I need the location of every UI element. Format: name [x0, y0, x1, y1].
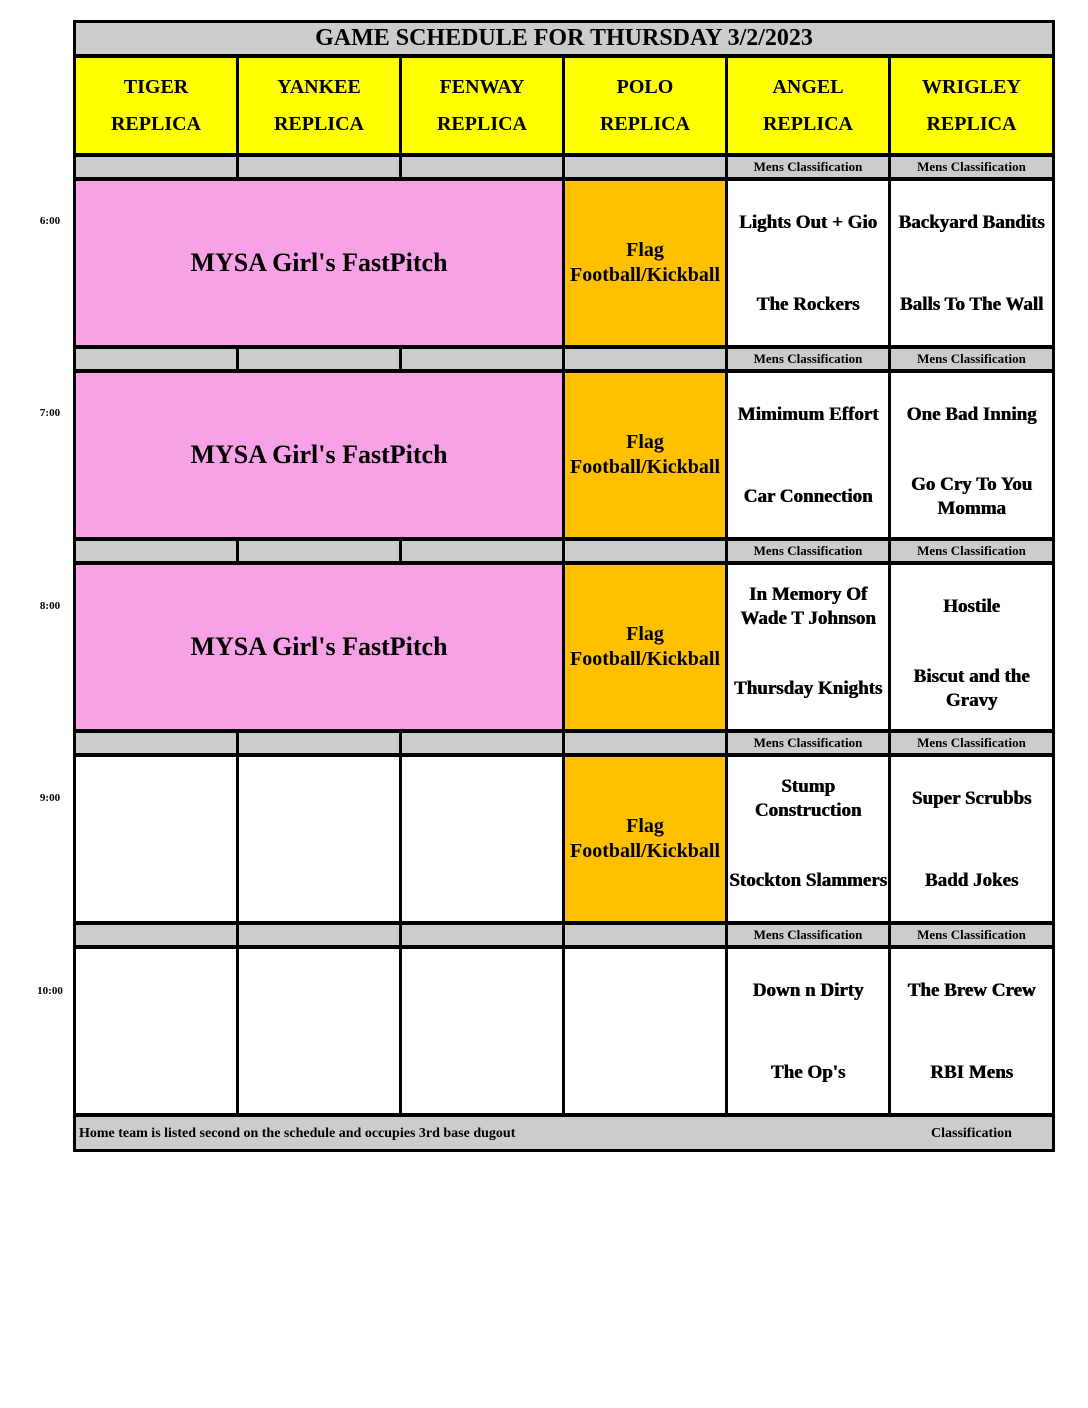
field-sub: REPLICA: [762, 112, 853, 135]
empty-cell: [562, 946, 728, 1116]
time-label: 7:00: [39, 407, 61, 419]
away-team: Down n Dirty: [752, 980, 864, 1001]
field-header-angel: [725, 55, 891, 156]
away-team: One Bad Inning: [906, 404, 1037, 425]
fastpitch-block: MYSA Girl's FastPitch: [73, 562, 565, 732]
field-name: FENWAY: [439, 75, 525, 98]
game-cell-wrigley: [888, 754, 1055, 924]
classification-bar-cell: [399, 346, 565, 372]
game-cell-angel: [725, 562, 891, 732]
classification-label: Mens Classification: [888, 730, 1055, 756]
flag-football-block: Flag Football/Kickball: [562, 754, 728, 924]
field-header-polo: [562, 55, 728, 156]
home-team: Thursday Knights: [733, 678, 883, 699]
classification-label: Mens Classification: [725, 154, 891, 180]
classification-bar-cell: [73, 154, 239, 180]
time-label: 10:00: [37, 985, 63, 997]
field-name: YANKEE: [277, 75, 361, 98]
classification-bar-cell: [562, 154, 728, 180]
field-sub: REPLICA: [110, 112, 201, 135]
classification-bar-cell: [236, 538, 402, 564]
empty-cell: [236, 946, 402, 1116]
home-team: Biscut and the Gravy: [913, 666, 1030, 711]
fastpitch-block: MYSA Girl's FastPitch: [73, 370, 565, 540]
time-label: 9:00: [39, 792, 61, 804]
classification-label: Mens Classification: [888, 154, 1055, 180]
field-name: POLO: [616, 75, 674, 98]
schedule-title: GAME SCHEDULE FOR THURSDAY 3/2/2023: [73, 20, 1055, 57]
flag-football-block: Flag Football/Kickball: [562, 562, 728, 732]
field-header-yankee: [236, 55, 402, 156]
classification-bar-cell: [236, 730, 402, 756]
home-team: RBI Mens: [930, 1062, 1013, 1083]
empty-cell: [73, 946, 239, 1116]
classification-label: Mens Classification: [725, 730, 891, 756]
time-label: 8:00: [39, 600, 61, 612]
classification-bar-cell: [236, 346, 402, 372]
classification-label: Mens Classification: [888, 346, 1055, 372]
field-header-fenway: [399, 55, 565, 156]
field-sub: REPLICA: [926, 112, 1017, 135]
empty-cell: [73, 754, 239, 924]
field-sub: REPLICA: [599, 112, 690, 135]
classification-bar-cell: [562, 346, 728, 372]
away-team: Hostile: [943, 596, 1000, 617]
classification-bar-cell: [236, 154, 402, 180]
game-cell-wrigley: [888, 562, 1055, 732]
classification-bar-cell: [73, 346, 239, 372]
field-name: TIGER: [123, 75, 189, 98]
field-name: ANGEL: [772, 75, 844, 98]
classification-bar-cell: [399, 538, 565, 564]
away-team: Mimimum Effort: [737, 404, 879, 425]
empty-cell: [236, 754, 402, 924]
home-team: Go Cry To You Momma: [910, 474, 1033, 519]
classification-label: Mens Classification: [725, 346, 891, 372]
classification-label: Mens Classification: [725, 922, 891, 948]
home-team: Badd Jokes: [924, 870, 1019, 891]
field-header-tiger: [73, 55, 239, 156]
classification-bar-cell: [399, 730, 565, 756]
classification-label: Mens Classification: [888, 922, 1055, 948]
classification-bar-cell: [236, 922, 402, 948]
away-team: In Memory Of Wade T Johnson: [740, 584, 876, 629]
empty-cell: [399, 754, 565, 924]
away-team: Super Scrubbs: [911, 788, 1032, 809]
footer-note: Home team is listed second on the schedule and occupies 3rd base dugout: [79, 1126, 516, 1141]
game-cell-wrigley: [888, 370, 1055, 540]
game-cell-angel: [725, 946, 891, 1116]
field-sub: REPLICA: [273, 112, 364, 135]
flag-football-block: Flag Football/Kickball: [562, 370, 728, 540]
game-cell-angel: [725, 370, 891, 540]
game-cell-wrigley: [888, 946, 1055, 1116]
classification-bar-cell: [73, 538, 239, 564]
game-cell-angel: [725, 178, 891, 348]
home-team: Balls To The Wall: [899, 294, 1044, 315]
classification-bar-cell: [562, 538, 728, 564]
footer-classification: Classification: [931, 1126, 1012, 1141]
home-team: The Rockers: [756, 294, 860, 315]
classification-bar-cell: [73, 730, 239, 756]
footer-bar: [73, 1114, 1055, 1152]
away-team: Lights Out + Gio: [738, 212, 878, 233]
empty-cell: [399, 946, 565, 1116]
game-cell-wrigley: [888, 178, 1055, 348]
home-team: Stockton Slammers: [729, 870, 887, 891]
home-team: Car Connection: [743, 486, 873, 507]
classification-label: Mens Classification: [725, 538, 891, 564]
classification-bar-cell: [73, 922, 239, 948]
classification-bar-cell: [562, 922, 728, 948]
away-team: The Brew Crew: [907, 980, 1036, 1001]
away-team: Backyard Bandits: [898, 212, 1045, 233]
game-cell-angel: [725, 754, 891, 924]
classification-label: Mens Classification: [888, 538, 1055, 564]
fastpitch-block: MYSA Girl's FastPitch: [73, 178, 565, 348]
time-label: 6:00: [39, 215, 61, 227]
field-sub: REPLICA: [436, 112, 527, 135]
field-name: WRIGLEY: [922, 75, 1021, 98]
classification-bar-cell: [399, 922, 565, 948]
flag-football-block: Flag Football/Kickball: [562, 178, 728, 348]
home-team: The Op's: [770, 1062, 846, 1083]
classification-bar-cell: [399, 154, 565, 180]
classification-bar-cell: [562, 730, 728, 756]
away-team: Stump Construction: [754, 776, 862, 821]
field-header-wrigley: [888, 55, 1055, 156]
